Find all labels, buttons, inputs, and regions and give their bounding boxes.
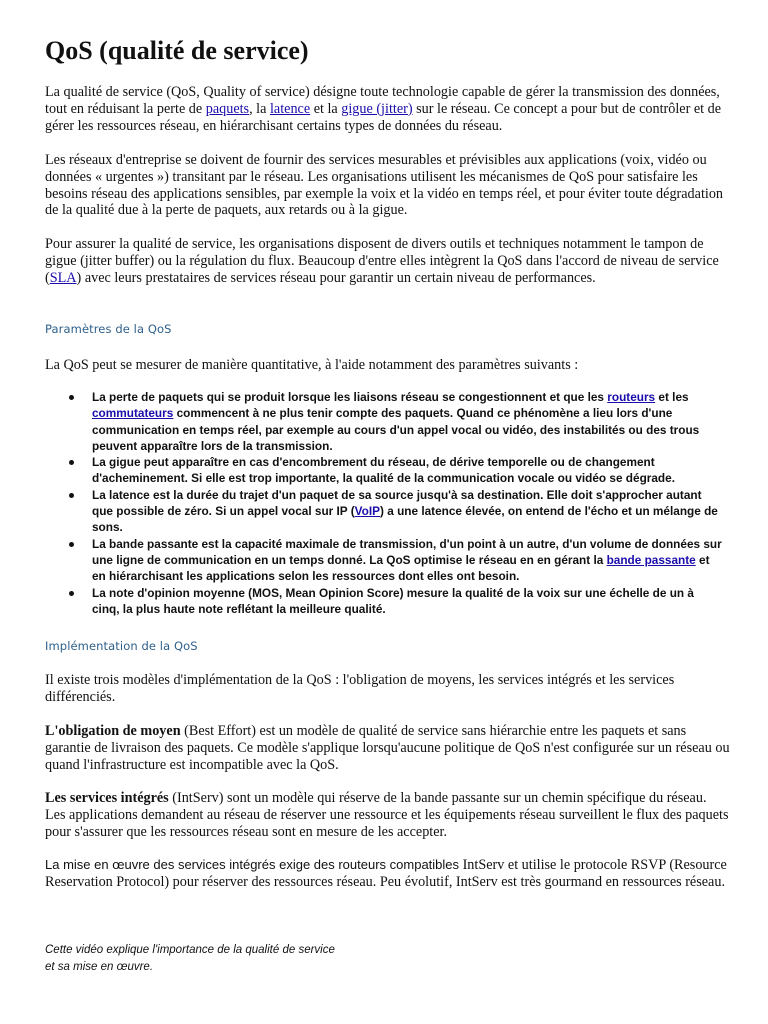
best-effort-term: L'obligation de moyen — [45, 723, 181, 739]
latence-text-1: La latence est la durée du trajet d'un paquet de sa source jusqu'à sa destination. Elle doit s'approcher autant que possible de zéro. Si un appel vocal sur IP ( — [92, 487, 702, 519]
rsvp-paragraph — [45, 857, 730, 891]
intserv-paragraph — [45, 790, 730, 840]
bande-text-1: La bande passante est la capacité maximale de transmission, d'un point à un autre, d'un volume de données sur une ligne de communication en un temps donné. La QoS optimise le réseau en en gérant la — [92, 536, 722, 567]
rsvp-text-sans: La mise en œuvre des services intégrés exige des routeurs compatibles — [45, 857, 460, 872]
link-commutateurs[interactable]: commutateurs — [92, 406, 174, 421]
params-list — [45, 389, 723, 617]
tools-paragraph — [45, 236, 730, 286]
list-item-perte — [45, 389, 723, 454]
impl-intro: Il existe trois modèles d'implémentation de la QoS : l'obligation de moyens, les services intégrés et les services différenciés. — [45, 672, 675, 705]
intro-text-2: , la — [249, 100, 270, 117]
tools-text-2: ) avec leurs prestataires de services réseau pour garantir un certain niveau de performances. — [76, 269, 596, 286]
link-paquets[interactable]: paquets — [205, 100, 250, 117]
perte-text-2: et les — [655, 390, 689, 404]
page-title: QoS (qualité de service) — [45, 36, 309, 65]
intserv-text: (IntServ) sont un modèle qui réserve de la bande passante sur un chemin spécifique du réseau. Les applications demandent au réseau de réserver une ressource et les équipements réseau surveillent le flux des paquets pour s'assurer que les ressources réseau sont en mesure de les accepter. — [45, 790, 729, 840]
intserv-term: Les services intégrés — [45, 790, 169, 806]
list-item-gigue: La gigue peut apparaître en cas d'encombrement du réseau, de dérive temporelle ou de changement d'acheminement. Si elle est trop importante, la qualité de la communication vocale ou vidéo se dégrade. — [45, 454, 723, 487]
link-sla[interactable]: SLA — [49, 269, 77, 286]
section-heading-parametres: Paramètres de la QoS — [45, 322, 172, 336]
intro-text-3: et la — [310, 100, 342, 117]
video-caption: Cette vidéo explique l'importance de la qualité de service et sa mise en œuvre. — [45, 944, 335, 973]
link-latence[interactable]: latence — [269, 100, 311, 117]
list-item-mos: La note d'opinion moyenne (MOS, Mean Opinion Score) mesure la qualité de la voix sur une échelle de un à cinq, la plus haute note reflétant la meilleure qualité. — [45, 585, 723, 618]
enterprise-paragraph: Les réseaux d'entreprise se doivent de fournir des services mesurables et prévisibles aux applications (voix, vidéo ou données « urgentes ») transitant par le réseau. Les organisations utilisent les mécanismes de QoS pour satisfaire les besoins réseau des applications sensibles, par exemple la voix et la vidéo en temps réel, et pour éviter toute dégradation de la qualité due à la perte de paquets, aux retards ou à la gigue. — [45, 152, 724, 219]
link-voip[interactable]: VoIP — [354, 504, 381, 519]
link-routeurs[interactable]: routeurs — [607, 390, 656, 404]
link-gigue[interactable]: gigue (jitter) — [341, 100, 413, 117]
intro-text-4: sur le réseau. Ce concept a pour but de contrôler et de gérer les ressources réseau, en hiérarchisant certains types de données du réseau. — [45, 100, 722, 134]
best-effort-text: (Best Effort) est un modèle de qualité de service sans hiérarchie entre les paquets et sans garantie de livraison des paquets. Ce modèle s'applique lorsqu'aucune politique de QoS n'est configurée sur un réseau ou quand l'infrastructure est incompatible avec la QoS. — [45, 723, 730, 773]
rsvp-text: IntServ et utilise le protocole RSVP (Resource Reservation Protocol) pour réserver des ressources réseau. Peu évolutif, IntServ est très gourmand en ressources réseau. — [45, 857, 727, 890]
perte-text-3: commencent à ne plus tenir compte des paquets. Quand ce phénomène a lieu lors d'une communication en temps réel, par exemple au cours d'un appel vocal ou vidéo, des instabilités ou des trous peuvent apparaître lors de la transmission. — [92, 406, 700, 453]
perte-text-1: La perte de paquets qui se produit lorsque les liaisons réseau se congestionnent et que les — [92, 390, 608, 404]
list-item-bande-passante — [45, 536, 723, 585]
params-intro: La QoS peut se mesurer de manière quantitative, à l'aide notamment des paramètres suivants : — [45, 357, 579, 373]
tools-text-1: Pour assurer la qualité de service, les organisations disposent de divers outils et techniques notamment le tampon de gigue (jitter buffer) ou la régulation du flux. Beaucoup d'entre elles intègrent la QoS dans l'accord de niveau de service ( — [45, 236, 719, 286]
list-item-latence — [45, 487, 723, 536]
intro-text-1: La qualité de service (QoS, Quality of service) désigne toute technologie capable de gérer la transmission des données, tout en réduisant la perte de — [45, 84, 720, 117]
latence-text-2: ) a une latence élevée, on entend de l'écho et un mélange de sons. — [92, 504, 718, 535]
best-effort-paragraph — [45, 723, 730, 773]
intro-paragraph — [45, 84, 730, 134]
link-bande-passante[interactable]: bande passante — [606, 552, 696, 567]
bande-text-2: et en hiérarchisant les applications selon les ressources dont elles ont besoin. — [92, 552, 710, 584]
section-heading-implementation: Implémentation de la QoS — [45, 639, 198, 653]
